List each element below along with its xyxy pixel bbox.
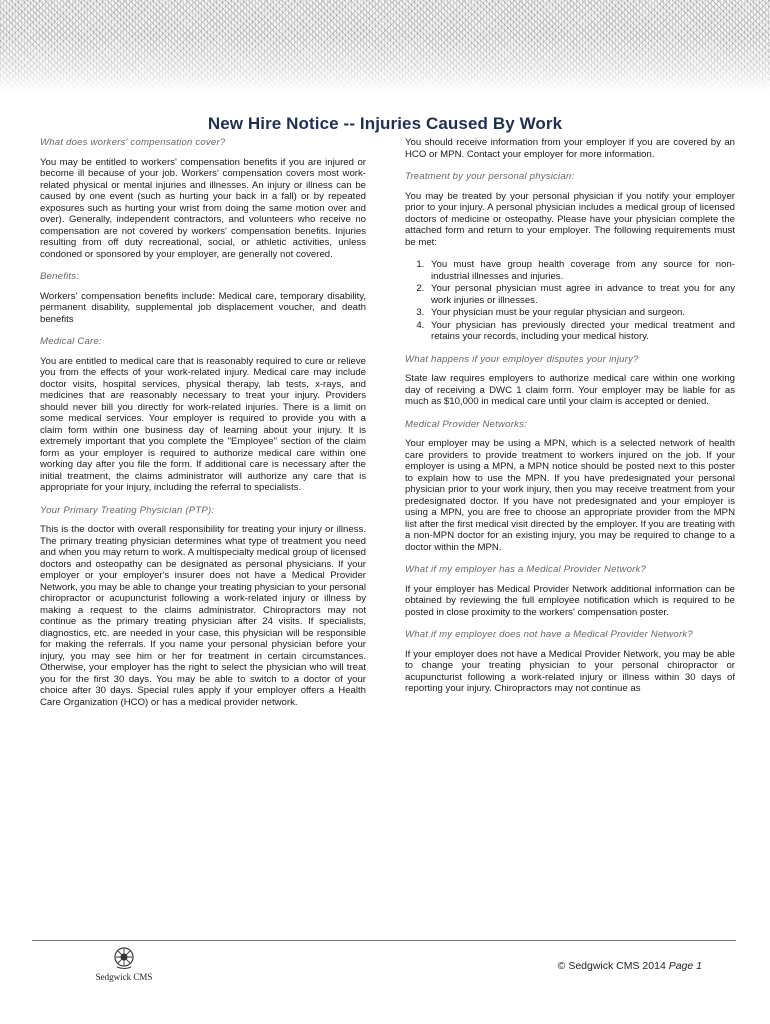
section-heading-mpn: Medical Provider Networks: (405, 418, 527, 430)
decorative-header-banner (0, 0, 770, 92)
section-body-dispute: State law requires employers to authorize medical care within one working day of receiving a DWC 1 claim form. Your employer may be liable for as much as $10,000 in medical care until your claim is accepted or denied. (405, 373, 735, 407)
section-body-no-mpn: If your employer does not have a Medical Provider Network, you may be able to change your treating physician to your personal chiropractor or acupuncturist following a work-related injury or illness within 30 days of reporting your injury. Chiropractors may not continue as (405, 648, 735, 694)
section-heading-medical-care: Medical Care: (40, 336, 102, 347)
logo-text: Sedgwick CMS (95, 972, 153, 982)
sedgwick-emblem-icon (111, 946, 137, 970)
section-body-medical-care: You are entitled to medical care that is reasonably required to cure or relieve you from the effects of your work-related injury. Medical care may include doctor visits, hospital services, physical therapy, lab tests, x-rays, and medicines that are reasonably necessary to treat your injury. Providers should never bill you directly for work-related injuries. There is a limit on some medical services. Your employer is required to provide you with a claim form within one business day of learning about your injury. It is extremely important that you complete the "Employee" section of the claim form as your employer is required to authorize medical care within one working day after you file the form. If additional care is necessary after the initial treatment, the claims administrator will authorize any care that is appropriate for your injury, including the referral to specialists. (40, 355, 366, 493)
section-body-mpn: Your employer may be using a MPN, which is a selected network of health care providers to provide treatment to workers injured on the job. If your employer is using a MPN, a MPN notice should be posted next to this poster to explain how to use the MPN. If you have predesignated your personal physician prior to your work injury, then you may receive treatment from your predesignated doctor. If you have not predesignated and your employer is using a MPN, you are free to choose an appropriate provider from the MPN list after the first medical visit directed by the employer. If you are treating with a non-MPN doctor for an existing injury, you may be required to change to a doctor within the MPN. (405, 438, 735, 553)
section-heading-has-mpn: What if my employer has a Medical Provider Network? (405, 564, 647, 575)
list-item: 3. Your physician must be your regular physician and surgeon. (427, 307, 735, 319)
section-body-personal-physician: You may be treated by your personal physician if you notify your employer prior to your injury. A personal physician includes a medical group of licensed doctors of medicine or osteopathy. Please have your physician complete the attached form and return to your employer. The following requirements must be met: (405, 190, 735, 248)
copyright-text: © Sedgwick CMS 2014 (557, 960, 666, 972)
sedgwick-logo (84, 946, 164, 982)
section-heading-ptp: Your Primary Treating Physician (PTP): (40, 504, 215, 516)
section-body-has-mpn: If your employer has Medical Provider Network additional information can be obtained by reviewing the full employee notification which is required to be posted in close proximity to the workers' compensation poster. (405, 583, 735, 618)
section-heading-no-mpn: What if my employer does not have a Medical Provider Network? (405, 629, 693, 640)
hco-mpn-info: You should receive information from your employer if you are covered by an HCO or MPN. Contact your employer for more information. (405, 137, 735, 160)
right-column (405, 137, 735, 937)
list-item: 4. Your physician has previously directed your medical treatment and retains your records, including your medical history. (427, 320, 735, 343)
section-body-ptp: This is the doctor with overall responsibility for treating your injury or illness. The primary treating physician determines what type of treatment you need and when you may return to work. A multispecialty medical group of licensed doctors and osteopathy can be designated as personal physicians. If your employer or your employer's insurer does not have a Medical Provider Network, you may be able to change your treating physician to your personal chiropractor or acupuncturist following a work-related injury or illness by making a request to the claims administrator. Chiropractors may not continue as the primary treating physician after 24 visits. If specialists, diagnostics, etc. are needed in your case, this physician will be responsible for making the referrals. If you name your personal physician before your injury, you may see him or her for treatment in certain circumstances. Otherwise, your employer has the right to select the physician who will treat you for the first 30 days. You may be able to switch to a doctor of your choice after 30 days. Special rules apply if your employer offers a Health Care Organization (HCO) or has a medical provider network. (40, 524, 366, 708)
section-heading-benefits: Benefits: (40, 271, 80, 282)
section-body-benefits: Workers' compensation benefits include: Medical care, temporary disability, permanent disability, supplemental job displacement voucher, and death benefits (40, 290, 366, 325)
footer-copyright (558, 960, 702, 972)
list-item: 2. Your personal physician must agree in advance to treat you for any work injuries or illnesses. (427, 283, 735, 306)
footer-divider (32, 940, 736, 941)
section-body-coverage: You may be entitled to workers' compensation benefits if you are injured or become ill because of your job. Workers' compensation covers most work-related physical or mental injuries and illnesses. An injury or illness can be caused by one event (such as hurting your back in a fall) or by repeated exposures such as hurting your wrist from doing the same motion over and over). Generally, independent contractors, and volunteers who receive no compensation are not covered by workers' compensation benefits. Injuries resulting from off duty recreational, social, or athletic activities, unless condoned or sponsored by your employer, are generally not covered. (40, 156, 366, 260)
section-heading-dispute: What happens if your employer disputes your injury? (405, 353, 639, 365)
list-item: 1. You must have group health coverage from any source for non-industrial illnesses and injuries. (427, 259, 735, 282)
page-number: Page 1 (668, 960, 702, 972)
section-heading-coverage: What does workers' compensation cover? (40, 137, 226, 148)
requirements-list (405, 259, 735, 343)
left-column (40, 137, 366, 937)
page-title: New Hire Notice -- Injuries Caused By Work (207, 114, 563, 134)
section-heading-personal-physician: Treatment by your personal physician: (405, 171, 575, 182)
